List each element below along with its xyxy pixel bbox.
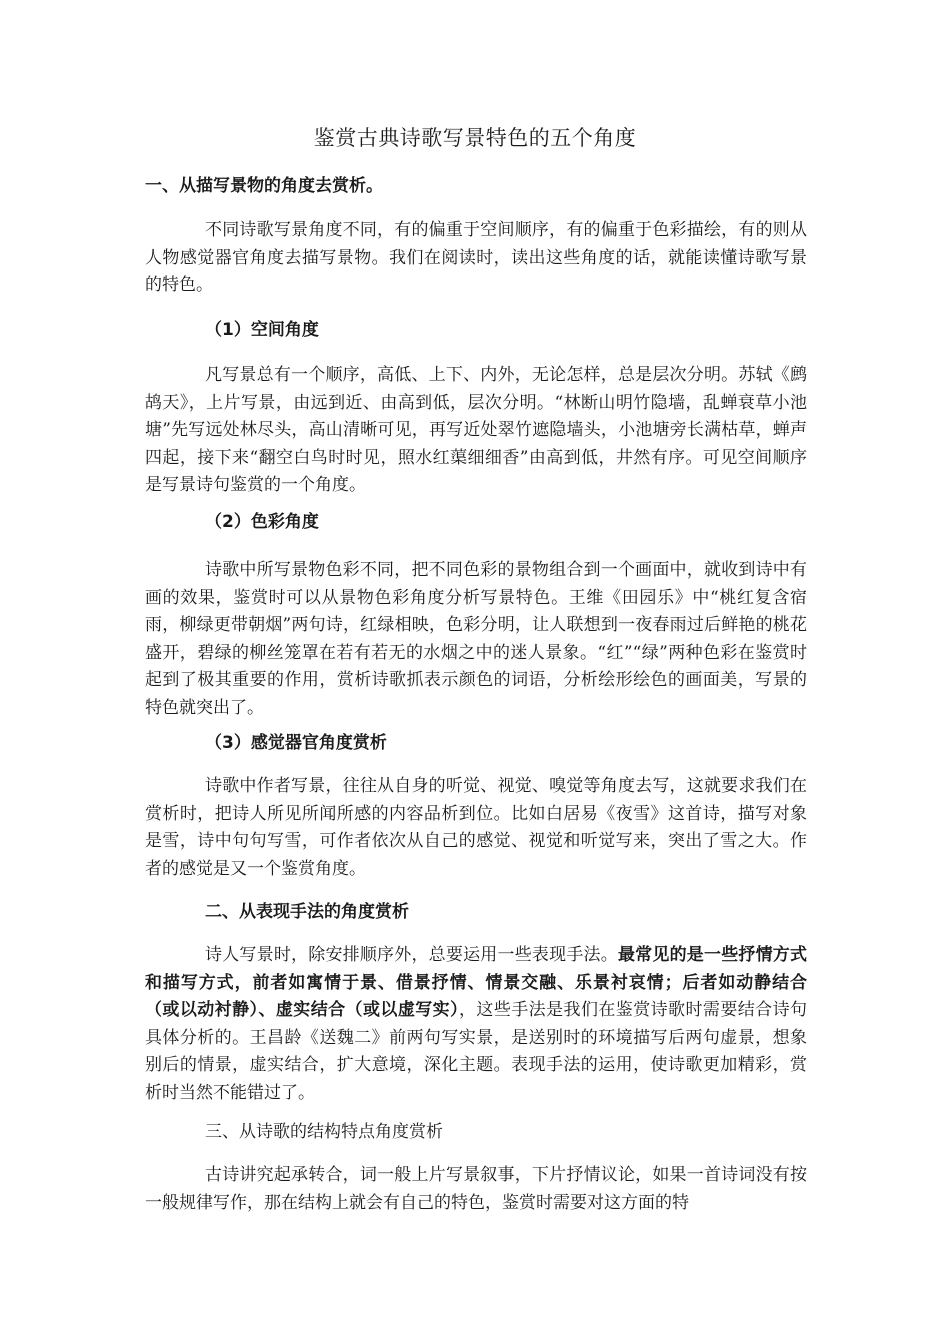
section-1-intro: 不同诗歌写景角度不同，有的偏重于空间顺序，有的偏重于色彩描绘，有的则从人物感觉器官角度去描写景物。我们在阅读时，读出这些角度的话，就能读懂诗歌写景的特色。 <box>145 220 807 295</box>
subsection-spatial-heading: （1）空间角度 <box>205 320 319 340</box>
section-2-text <box>145 942 807 1107</box>
subsection-spatial-text: 凡写景总有一个顺序，高低、上下、内外，无论怎样，总是层次分明。苏轼《鹧鸪天》，上片写景，由远到近、由高到低，层次分明。“林断山明竹隐墙，乱蝉衰草小池塘”先写远处林尽头，高山清晰可见，再写近处翠竹遮隐墙头，小池塘旁长满枯草，蝉声四起，接下来“翻空白鸟时时见，照水红蕖细细香”由高到低，井然有序。可见空间顺序是写景诗句鉴赏的一个角度。 <box>145 365 807 495</box>
subsection-senses-heading: （3）感觉器官角度赏析 <box>205 733 387 753</box>
section-2-text-bold: 最常见的是一些抒情方式和描写方式，前者如寓情于景、借景抒情、情景交融、乐景衬哀情；后者如动静结合（或以动衬静）、虚实结合（或以虚写实） <box>145 945 808 1020</box>
section-3-heading: 三、从诗歌的结构特点角度赏析 <box>205 1122 443 1142</box>
section-2-text-start: 诗人写景时，除安排顺序外，总要运用一些表现手法。 <box>205 945 618 965</box>
section-2-text-end: ，这些手法是我们在鉴赏诗歌时需要结合诗句具体分析的。王昌龄《送魏二》前两句写实景，是送别时的环境描写后两句虚景，想象别后的情景，虚实结合，扩大意境，深化主题。表现手法的运用，使诗歌更加精彩，赏析时当然不能错过了。 <box>145 1000 807 1103</box>
subsection-color-text: 诗歌中所写景物色彩不同，把不同色彩的景物组合到一个画面中，就收到诗中有画的效果，鉴赏时可以从景物色彩角度分析写景特色。王维《田园乐》中“桃红复含宿雨，柳绿更带朝烟”两句诗，红绿相映，色彩分明，让人联想到一夜春雨过后鲜艳的桃花盛开，碧绿的柳丝笼罩在若有若无的水烟之中的迷人景象。“红”“绿”两种色彩在鉴赏时起到了极其重要的作用，赏析诗歌抓表示颜色的词语，分析绘形绘色的画面美，写景的特色就突出了。 <box>145 560 807 718</box>
subsection-senses-text: 诗歌中作者写景，往往从自身的听觉、视觉、嗅觉等角度去写，这就要求我们在赏析时，把诗人所见所闻所感的内容品析到位。比如白居易《夜雪》这首诗，描写对象是雪，诗中句句写雪，可作者依次从自己的感觉、视觉和听觉写来，突出了雪之大。作者的感觉是又一个鉴赏角度。 <box>145 776 807 879</box>
section-1-heading: 一、从描写景物的角度去赏析。 <box>145 176 383 196</box>
subsection-color-heading: （2）色彩角度 <box>205 512 319 532</box>
section-3-text: 古诗讲究起承转合，词一般上片写景叙事，下片抒情议论，如果一首诗词没有按一般规律写作，那在结构上就会有自己的特色，鉴赏时需要对这方面的特 <box>145 1165 807 1213</box>
section-2-heading: 二、从表现手法的角度赏析 <box>205 902 409 922</box>
document-title: 鉴赏古典诗歌写景特色的五个角度 <box>313 126 637 150</box>
